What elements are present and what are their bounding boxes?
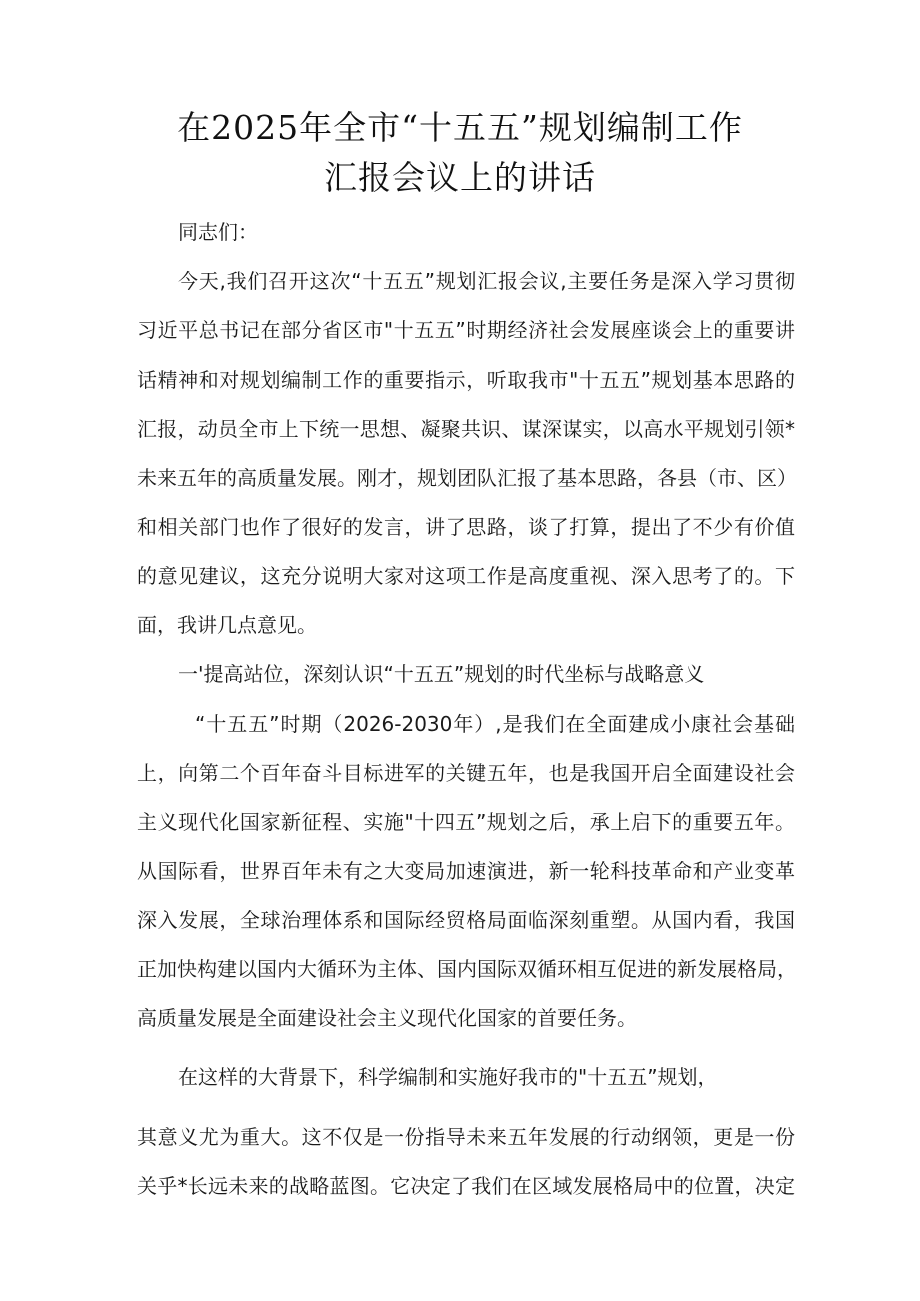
paragraph-line: 汇报，动员全市上下统一思想、凝聚共识、谋深谋实，以高水平规划引领* (137, 417, 795, 441)
paragraph-line: “十五五”时期（2026-2030年）,是我们在全面建成小康社会基础 (195, 712, 795, 736)
document-title-line-2: 汇报会议上的讲话 (324, 158, 596, 197)
paragraph-line: 话精神和对规划编制工作的重要指示，听取我市"十五五”规划基本思路的 (137, 368, 795, 392)
paragraph-line: 深入发展，全球治理体系和国际经贸格局面临深刻重塑。从国内看，我国 (137, 908, 795, 932)
paragraph-line: 在这样的大背景下，科学编制和实施好我市的"十五五”规划， (178, 1065, 718, 1089)
section-heading-1: 一'提高站位，深刻认识“十五五”规划的时代坐标与战略意义 (178, 662, 705, 686)
document-title-line-1: 在2025年全市“十五五”规划编制工作 (177, 108, 743, 147)
paragraph-line: 其意义尤为重大。这不仅是一份指导未来五年发展的行动纲领，更是一份 (137, 1125, 795, 1149)
paragraph-line: 今天,我们召开这次“十五五”规划汇报会议,主要任务是深入学习贯彻 (178, 269, 795, 293)
paragraph-line: 面，我讲几点意见。 (137, 613, 317, 637)
paragraph-line: 从国际看，世界百年未有之大变局加速演进，新一轮科技革命和产业变革 (137, 859, 795, 883)
paragraph-line: 未来五年的高质量发展。刚才，规划团队汇报了基本思路，各县（市、区） (137, 466, 797, 490)
paragraph-line: 高质量发展是全面建设社会主义现代化国家的首要任务。 (137, 1006, 637, 1030)
paragraph-line: 习近平总书记在部分省区市"十五五”时期经济社会发展座谈会上的重要讲 (137, 318, 795, 342)
paragraph-line: 上，向第二个百年奋斗目标进军的关键五年，也是我国开启全面建设社会 (137, 761, 795, 785)
paragraph-line: 正加快构建以国内大循环为主体、国内国际双循环相互促进的新发展格局， (137, 957, 797, 981)
paragraph-line: 的意见建议，这充分说明大家对这项工作是高度重视、深入思考了的。下 (137, 564, 795, 588)
paragraph-line: 关乎*长远未来的战略蓝图。它决定了我们在区域发展格局中的位置，决定 (137, 1174, 795, 1198)
paragraph-line: 主义现代化国家新征程、实施"十四五”规划之后，承上启下的重要五年。 (137, 810, 795, 834)
paragraph-line: 和相关部门也作了很好的发言，讲了思路，谈了打算，提出了不少有价值 (137, 515, 795, 539)
salutation: 同志们： (178, 220, 258, 244)
